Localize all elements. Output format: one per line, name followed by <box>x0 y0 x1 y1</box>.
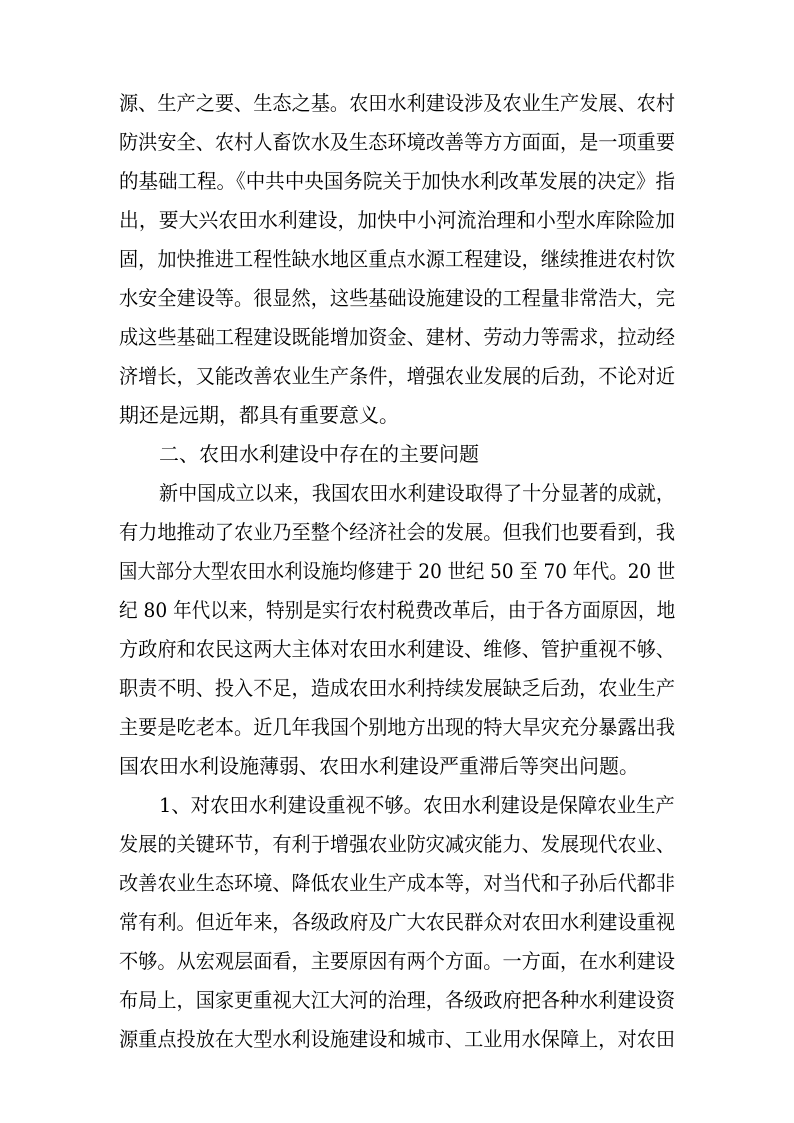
text-line-18: 国农田水利设施薄弱、农田水利建设严重滞后等突出问题。 <box>119 754 639 778</box>
text-line-15: 方政府和农民这两大主体对农田水利建设、维修、管护重视不够、 <box>119 637 675 661</box>
text-line-9: 期还是远期，都具有重要意义。 <box>119 403 399 427</box>
text-line-7: 成这些基础工程建设既能增加资金、建材、劳动力等需求，拉动经 <box>119 325 675 349</box>
text-line-8: 济增长，又能改善农业生产条件，增强农业发展的后劲，不论对近 <box>119 364 675 388</box>
text-line-6: 水安全建设等。很显然，这些基础设施建设的工程量非常浩大，完 <box>119 286 675 310</box>
text-line-20: 发展的关键环节，有利于增强农业防灾减灾能力、发展现代农业、 <box>119 832 675 856</box>
section-heading: 二、农田水利建设中存在的主要问题 <box>159 442 479 466</box>
text-line-14: 纪 80 年代以来，特别是实行农村税费改革后，由于各方面原因，地 <box>119 598 676 622</box>
text-line-1: 源、生产之要、生态之基。农田水利建设涉及农业生产发展、农村 <box>119 91 675 115</box>
text-line-24: 布局上，国家更重视大江大河的治理，各级政府把各种水利建设资 <box>119 988 675 1012</box>
text-line-16: 职责不明、投入不足，造成农田水利持续发展缺乏后劲，农业生产 <box>119 676 675 700</box>
text-line-19: 1、对农田水利建设重视不够。农田水利建设是保障农业生产 <box>159 793 675 817</box>
text-line-5: 固，加快推进工程性缺水地区重点水源工程建设，继续推进农村饮 <box>119 247 675 271</box>
text-line-21: 改善农业生态环境、降低农业生产成本等，对当代和子孙后代都非 <box>119 871 675 895</box>
text-line-11: 新中国成立以来，我国农田水利建设取得了十分显著的成就， <box>159 481 676 505</box>
text-line-17: 主要是吃老本。近几年我国个别地方出现的特大旱灾充分暴露出我 <box>119 715 675 739</box>
text-line-23: 不够。从宏观层面看，主要原因有两个方面。一方面，在水利建设 <box>119 949 675 973</box>
text-line-13: 国大部分大型农田水利设施均修建于 20 世纪 50 至 70 年代。20 世 <box>119 559 676 583</box>
text-line-4: 出，要大兴农田水利建设，加快中小河流治理和小型水库除险加 <box>119 208 676 232</box>
text-line-22: 常有利。但近年来，各级政府及广大农民群众对农田水利建设重视 <box>119 910 675 934</box>
text-line-3: 的基础工程。《中共中央国务院关于加快水利改革发展的决定》指 <box>119 169 675 193</box>
text-line-12: 有力地推动了农业乃至整个经济社会的发展。但我们也要看到，我 <box>119 520 675 544</box>
text-line-2: 防洪安全、农村人畜饮水及生态环境改善等方方面面，是一项重要 <box>119 130 675 154</box>
text-line-25: 源重点投放在大型水利设施建设和城市、工业用水保障上，对农田 <box>119 1027 675 1051</box>
